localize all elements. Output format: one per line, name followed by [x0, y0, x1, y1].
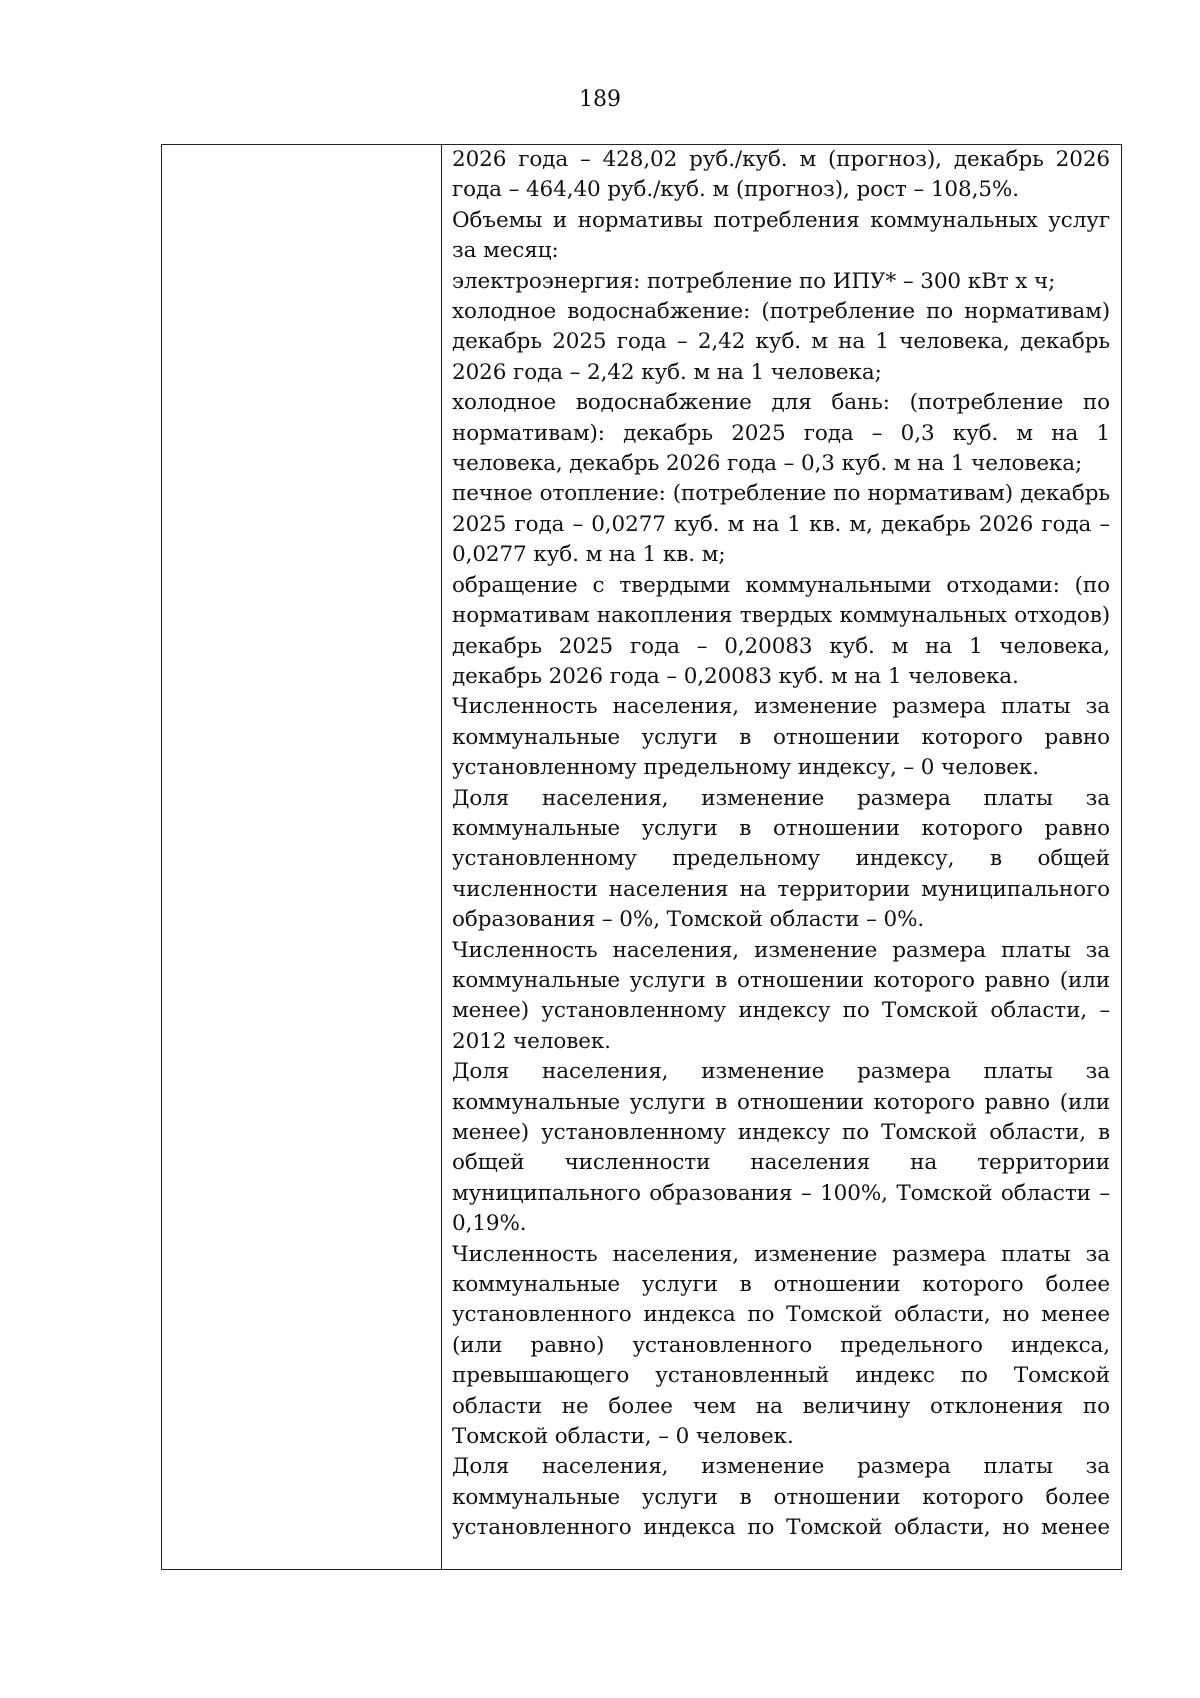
paragraph-consumption-heading: Объемы и нормативы потребления коммунальных услуг за месяц:	[452, 207, 1110, 264]
paragraph-solid-waste: обращение с твердыми коммунальными отходами: (по нормативам накопления твердых коммунальных отходов) декабрь 2025 года – 0,20083 куб. м на 1 человека, декабрь 2026 года – 0,20083 куб. м на 1 человека.	[452, 572, 1110, 689]
table-left-cell	[162, 145, 442, 1569]
page-number: 189	[579, 87, 621, 112]
paragraph-population-share-above-index: Доля населения, изменение размера платы за коммунальные услуги в отношении которого более установленного индекса по Томской области, но менее	[452, 1454, 1110, 1541]
paragraph-population-count-limit: Численность населения, изменение размера платы за коммунальные услуги в отношении которого равно установленному предельному индексу, – 0 человек.	[452, 694, 1110, 781]
document-table	[161, 144, 1122, 1570]
paragraph-electricity: электроэнергия: потребление по ИПУ* – 300 кВт х ч;	[452, 268, 1056, 294]
table-right-cell	[442, 145, 1121, 1569]
paragraph-population-count-above-index: Численность населения, изменение размера платы за коммунальные услуги в отношении которого более установленного индекса по Томской области, но менее (или равно) установленного предельного индекса, превышающего установленный индекс по Томской области не более чем на величину отклонения по Томской области, – 0 человек.	[452, 1241, 1110, 1450]
paragraph-population-share-index: Доля населения, изменение размера платы за коммунальные услуги в отношении которого равно (или менее) установленному индексу по Томской области, в общей численности населения на территории муниципального образования – 100%, Томской области – 0,19%.	[452, 1059, 1110, 1237]
paragraph-population-share-limit: Доля населения, изменение размера платы за коммунальные услуги в отношении которого равно установленному предельному индексу, в общей численности населения на территории муниципального образования – 0%, Томской области – 0%.	[452, 785, 1110, 933]
paragraph-tariff-continuation: 2026 года – 428,02 руб./куб. м (прогноз), декабрь 2026 года – 464,40 руб./куб. м (прогноз), рост – 108,5%.	[452, 147, 1110, 203]
paragraph-cold-water: холодное водоснабжение: (потребление по нормативам) декабрь 2025 года – 2,42 куб. м на 1 человека, декабрь 2026 года – 2,42 куб. м на 1 человека;	[452, 299, 1110, 385]
paragraph-population-count-index: Численность населения, изменение размера платы за коммунальные услуги в отношении которого равно (или менее) установленному индексу по Томской области, – 2012 человек.	[452, 937, 1110, 1054]
paragraph-cold-water-baths: холодное водоснабжение для бань: (потребление по нормативам): декабрь 2025 года – 0,3 куб. м на 1 человека, декабрь 2026 года – 0,3 куб. м на 1 человека;	[452, 390, 1110, 477]
paragraph-stove-heating: печное отопление: (потребление по нормативам) декабрь 2025 года – 0,0277 куб. м на 1 кв. м, декабрь 2026 года – 0,0277 куб. м на 1 кв. м;	[452, 481, 1110, 568]
